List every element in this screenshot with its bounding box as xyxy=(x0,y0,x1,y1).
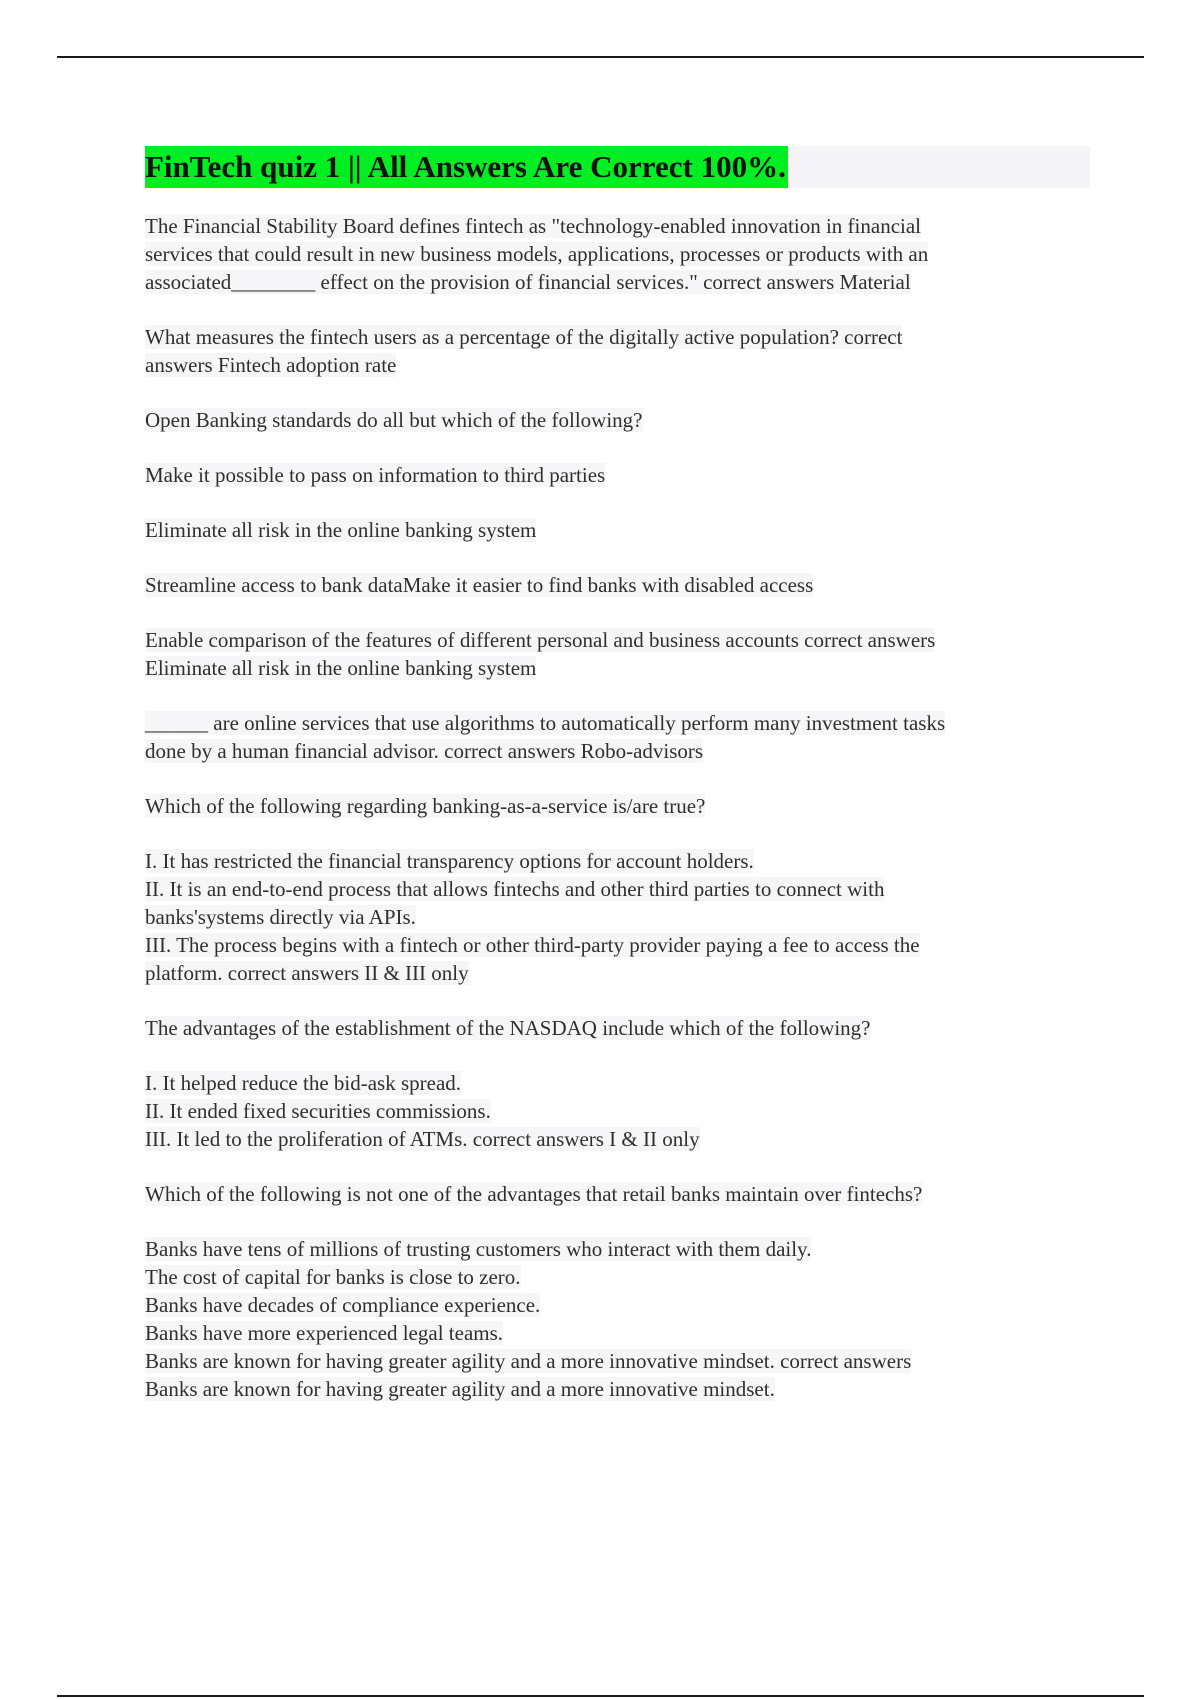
text-line-content: Which of the following regarding banking-as-a-service is/are true? xyxy=(145,794,706,818)
text-line xyxy=(145,406,1090,434)
text-line-content: Streamline access to bank dataMake it easier to find banks with disabled access xyxy=(145,573,814,597)
text-line xyxy=(145,737,1090,765)
text-line xyxy=(145,571,1090,599)
text-line xyxy=(145,1235,1090,1263)
text-line-content: Make it possible to pass on information to third parties xyxy=(145,463,606,487)
title-row xyxy=(145,146,1090,188)
text-line xyxy=(145,268,1090,296)
quiz-paragraph xyxy=(145,709,1090,765)
quiz-paragraph xyxy=(145,847,1090,987)
quiz-paragraph xyxy=(145,461,1090,489)
top-divider xyxy=(57,56,1144,58)
text-line xyxy=(145,1180,1090,1208)
quiz-paragraph xyxy=(145,1014,1090,1042)
text-line-content: Eliminate all risk in the online banking system xyxy=(145,656,537,680)
text-line xyxy=(145,1347,1090,1375)
text-line-content: Eliminate all risk in the online banking system xyxy=(145,518,537,542)
text-line-content: platform. correct answers II & III only xyxy=(145,961,469,985)
text-line-content: done by a human financial advisor. correct answers Robo-advisors xyxy=(145,739,704,763)
text-line-content: III. The process begins with a fintech or other third-party provider paying a fee to access the xyxy=(145,933,920,957)
text-line xyxy=(145,1319,1090,1347)
text-line xyxy=(145,654,1090,682)
text-line-content: I. It helped reduce the bid-ask spread. xyxy=(145,1071,462,1095)
quiz-paragraph xyxy=(145,792,1090,820)
text-line-content: II. It is an end-to-end process that allows fintechs and other third parties to connect with xyxy=(145,877,885,901)
text-line-content: banks'systems directly via APIs. xyxy=(145,905,416,929)
text-line xyxy=(145,1069,1090,1097)
text-line xyxy=(145,709,1090,737)
text-line-content: III. It led to the proliferation of ATMs. correct answers I & II only xyxy=(145,1127,700,1151)
text-line xyxy=(145,792,1090,820)
text-line xyxy=(145,1263,1090,1291)
text-line-content: Enable comparison of the features of different personal and business accounts correct answers xyxy=(145,628,936,652)
text-line xyxy=(145,240,1090,268)
text-line xyxy=(145,1097,1090,1125)
quiz-paragraph xyxy=(145,626,1090,682)
text-line xyxy=(145,903,1090,931)
text-line-content: Banks are known for having greater agility and a more innovative mindset. correct answers xyxy=(145,1349,912,1373)
text-line-content: services that could result in new business models, applications, processes or products with an xyxy=(145,242,929,266)
text-line xyxy=(145,1125,1090,1153)
text-line-content: II. It ended fixed securities commissions. xyxy=(145,1099,491,1123)
quiz-paragraph xyxy=(145,571,1090,599)
text-line-content: Banks have decades of compliance experience. xyxy=(145,1293,541,1317)
quiz-paragraph xyxy=(145,1069,1090,1153)
text-line-content: Banks are known for having greater agility and a more innovative mindset. xyxy=(145,1377,775,1401)
text-line xyxy=(145,1291,1090,1319)
text-line-content: The cost of capital for banks is close to zero. xyxy=(145,1265,521,1289)
document-title: FinTech quiz 1 || All Answers Are Correct 100%. xyxy=(145,146,788,188)
paragraph-list xyxy=(145,212,1090,1403)
text-line-content: The advantages of the establishment of the NASDAQ include which of the following? xyxy=(145,1016,871,1040)
text-line-content: ______ are online services that use algorithms to automatically perform many investment tasks xyxy=(145,711,946,735)
quiz-paragraph xyxy=(145,406,1090,434)
text-line xyxy=(145,959,1090,987)
text-line xyxy=(145,626,1090,654)
text-line-content: associated________ effect on the provision of financial services." correct answers Material xyxy=(145,270,911,294)
quiz-paragraph xyxy=(145,323,1090,379)
text-line-content: The Financial Stability Board defines fintech as "technology-enabled innovation in financial xyxy=(145,214,922,238)
document-body xyxy=(145,146,1090,1430)
text-line xyxy=(145,1375,1090,1403)
text-line-content: What measures the fintech users as a percentage of the digitally active population? correct xyxy=(145,325,903,349)
text-line xyxy=(145,875,1090,903)
text-line-content: I. It has restricted the financial transparency options for account holders. xyxy=(145,849,754,873)
quiz-paragraph xyxy=(145,212,1090,296)
text-line xyxy=(145,461,1090,489)
bottom-divider xyxy=(57,1695,1144,1697)
text-line xyxy=(145,1014,1090,1042)
text-line-content: Which of the following is not one of the advantages that retail banks maintain over fintechs? xyxy=(145,1182,923,1206)
quiz-paragraph xyxy=(145,1180,1090,1208)
text-line xyxy=(145,931,1090,959)
text-line-content: answers Fintech adoption rate xyxy=(145,353,397,377)
quiz-paragraph xyxy=(145,516,1090,544)
text-line xyxy=(145,516,1090,544)
text-line xyxy=(145,323,1090,351)
text-line-content: Banks have more experienced legal teams. xyxy=(145,1321,504,1345)
quiz-paragraph xyxy=(145,1235,1090,1403)
text-line-content: Open Banking standards do all but which of the following? xyxy=(145,408,643,432)
text-line xyxy=(145,212,1090,240)
text-line xyxy=(145,351,1090,379)
text-line xyxy=(145,847,1090,875)
text-line-content: Banks have tens of millions of trusting customers who interact with them daily. xyxy=(145,1237,812,1261)
